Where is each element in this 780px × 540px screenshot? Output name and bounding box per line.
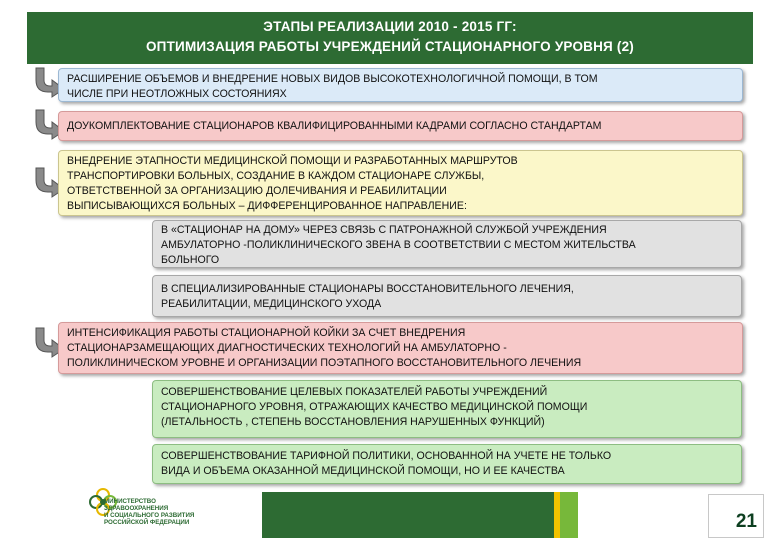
footer-color-bar	[262, 492, 578, 538]
item-care-stages: ВНЕДРЕНИЕ ЭТАПНОСТИ МЕДИЦИНСКОЙ ПОМОЩИ И РАЗРАБОТАННЫХ МАРШРУТОВ ТРАНСПОРТИРОВКИ БОЛЬНЫХ, СОЗДАНИЕ В КАЖДОМ СТАЦИОНАРЕ СЛУЖБЫ, ОТВЕТСТВЕННОЙ ЗА ОРГАНИЗАЦИЮ ДОЛЕЧИВАНИЯ И РЕАБИЛИТАЦИИ ВЫПИСЫВАЮЩИХСЯ БОЛЬНЫХ – ДИФФЕРЕНЦИРОВАННОЕ НАПРАВЛЕНИЕ:	[58, 150, 743, 216]
item-bed-intensification: ИНТЕНСИФИКАЦИЯ РАБОТЫ СТАЦИОНАРНОЙ КОЙКИ ЗА СЧЕТ ВНЕДРЕНИЯ СТАЦИОНАРЗАМЕЩАЮЩИХ ДИАГНОСТИЧЕСКИХ ТЕХНОЛОГИЙ НА АМБУЛАТОРНО - ПОЛИКЛИНИЧЕСКОМ УРОВНЕ И ОРГАНИЗАЦИИ ПОЭТАПНОГО ВОССТАНОВИТЕЛЬНОГО ЛЕЧЕНИЯ	[58, 322, 743, 374]
footer-bar-green	[262, 492, 554, 538]
footer-bar-lightgreen	[560, 492, 578, 538]
item-staffing: ДОУКОМПЛЕКТОВАНИЕ СТАЦИОНАРОВ КВАЛИФИЦИРОВАННЫМИ КАДРАМИ СОГЛАСНО СТАНДАРТАМ	[58, 111, 743, 141]
slide-title-line-2: ОПТИМИЗАЦИЯ РАБОТЫ УЧРЕЖДЕНИЙ СТАЦИОНАРНОГО УРОВНЯ (2)	[145, 39, 634, 54]
slide-title	[27, 12, 753, 64]
page-number: 21	[708, 494, 764, 538]
ministry-logo	[76, 484, 256, 540]
ministry-name: МИНИСТЕРСТВО ЗДРАВООХРАНЕНИЯ И СОЦИАЛЬНОГО РАЗВИТИЯ РОССИЙСКОЙ ФЕДЕРАЦИИ	[104, 498, 195, 526]
slide-title-line-1: ЭТАПЫ РЕАЛИЗАЦИИ 2010 - 2015 ГГ:	[263, 19, 517, 34]
subitem-home-hospital: В «СТАЦИОНАР НА ДОМУ» ЧЕРЕЗ СВЯЗЬ С ПАТРОНАЖНОЙ СЛУЖБОЙ УЧРЕЖДЕНИЯ АМБУЛАТОРНО -ПОЛИКЛИНИЧЕСКОГО ЗВЕНА В СООТВЕТСТВИИ С МЕСТОМ ЖИТЕЛЬСТВА БОЛЬНОГО	[152, 220, 742, 268]
item-high-tech-care: РАСШИРЕНИЕ ОБЪЕМОВ И ВНЕДРЕНИЕ НОВЫХ ВИДОВ ВЫСОКОТЕХНОЛОГИЧНОЙ ПОМОЩИ, В ТОМ ЧИСЛЕ ПРИ НЕОТЛОЖНЫХ СОСТОЯНИЯХ	[58, 68, 743, 102]
item-tariff-policy: СОВЕРШЕНСТВОВАНИЕ ТАРИФНОЙ ПОЛИТИКИ, ОСНОВАННОЙ НА УЧЕТЕ НЕ ТОЛЬКО ВИДА И ОБЪЕМА ОКАЗАННОЙ МЕДИЦИНСКОЙ ПОМОЩИ, НО И ЕЕ КАЧЕСТВА	[152, 444, 742, 484]
subitem-rehab-hospitals: В СПЕЦИАЛИЗИРОВАННЫЕ СТАЦИОНАРЫ ВОССТАНОВИТЕЛЬНОГО ЛЕЧЕНИЯ, РЕАБИЛИТАЦИИ, МЕДИЦИНСКОГО УХОДА	[152, 275, 742, 317]
item-target-indicators: СОВЕРШЕНСТВОВАНИЕ ЦЕЛЕВЫХ ПОКАЗАТЕЛЕЙ РАБОТЫ УЧРЕЖДЕНИЙ СТАЦИОНАРНОГО УРОВНЯ, ОТРАЖАЮЩИХ КАЧЕСТВО МЕДИЦИНСКОЙ ПОМОЩИ (ЛЕТАЛЬНОСТЬ , СТЕПЕНЬ ВОССТАНОВЛЕНИЯ НАРУШЕННЫХ ФУНКЦИЙ)	[152, 380, 742, 438]
